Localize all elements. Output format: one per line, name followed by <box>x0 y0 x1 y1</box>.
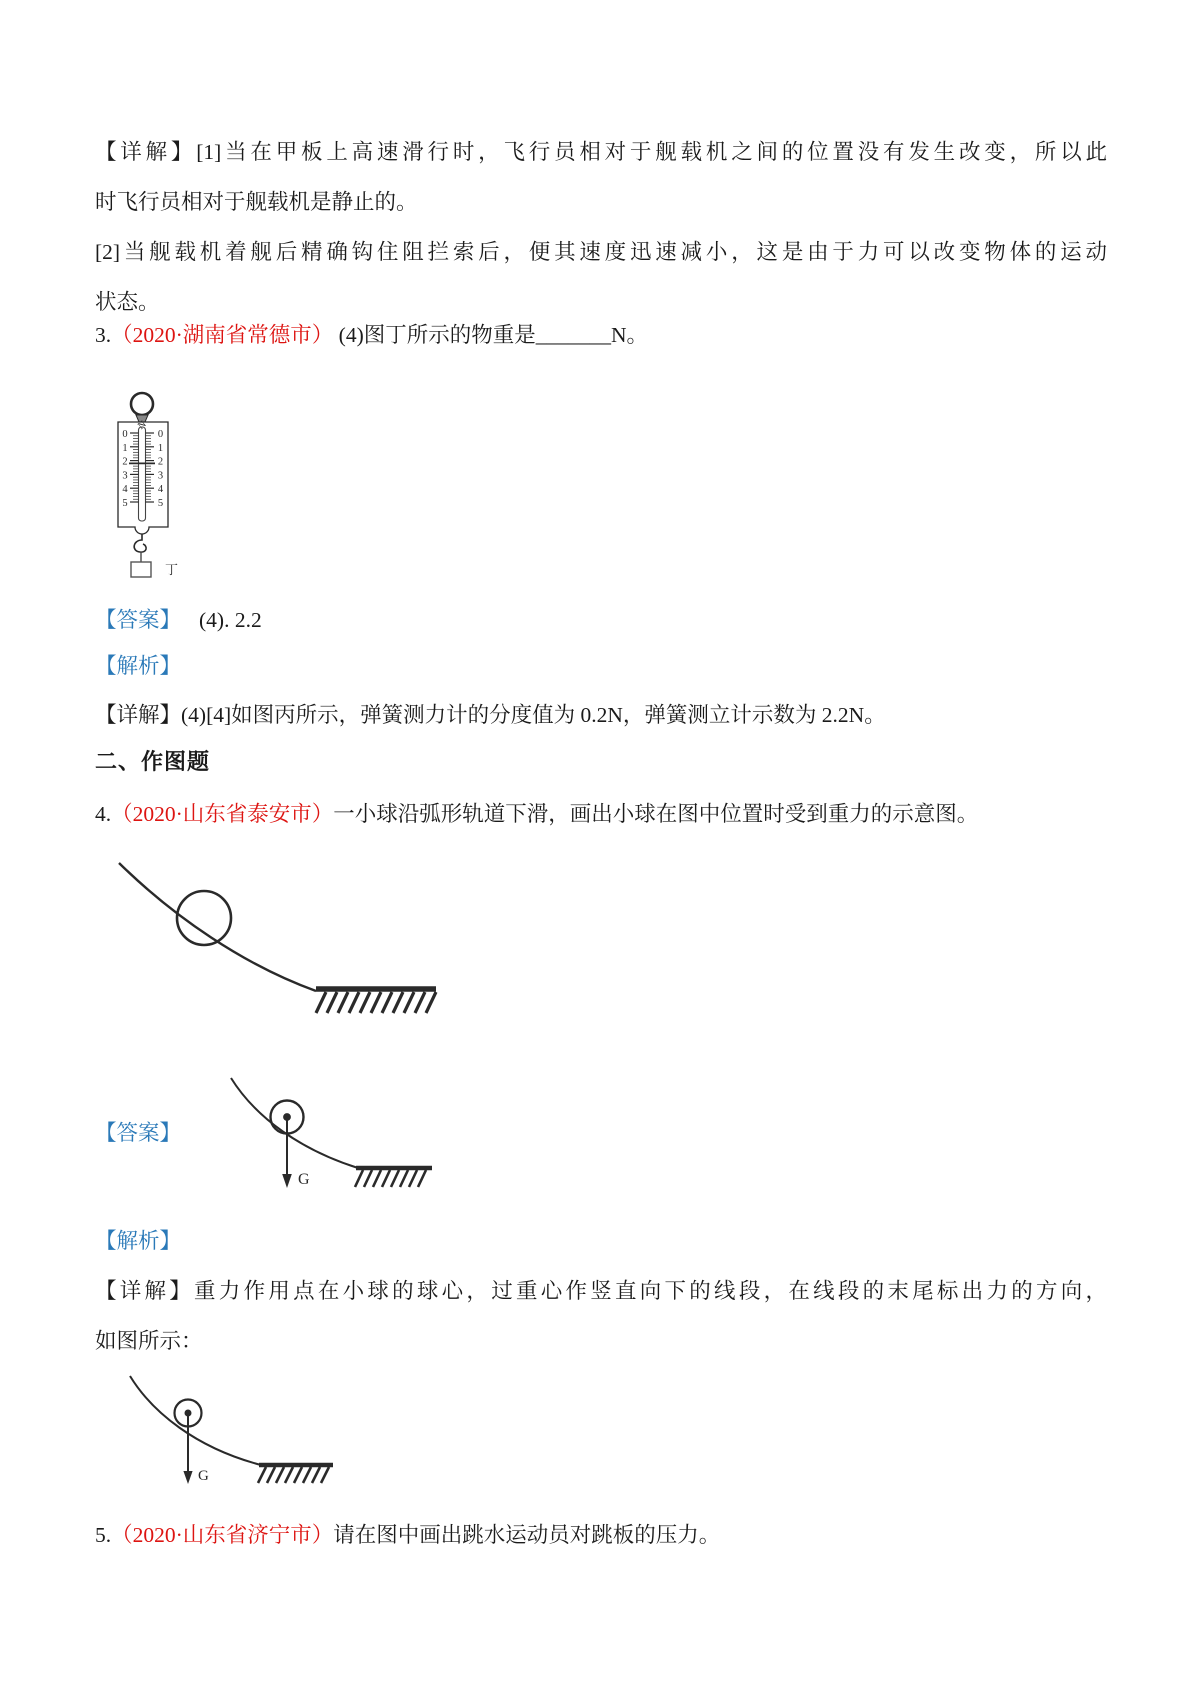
ground-hatching <box>258 1467 329 1483</box>
question-5-source: （2020·山东省济宁市） <box>111 1523 334 1547</box>
detail-4-diagram <box>116 1366 341 1486</box>
scale-number: 0 <box>157 429 164 440</box>
scale-number: 1 <box>157 443 164 454</box>
question-4-text: 一小球沿弧形轨道下滑，画出小球在图中位置时受到重力的示意图。 <box>333 802 979 826</box>
figure-label-ding: 丁 <box>165 562 179 577</box>
hanging-weight <box>131 562 151 577</box>
question-4-source: （2020·山东省泰安市） <box>111 802 334 826</box>
scale-number: 0 <box>122 429 128 440</box>
analysis-3-label: 【解析】 <box>95 654 182 678</box>
answer-label: 【答案】 <box>95 608 182 632</box>
detail2-line: 时飞行员相对于舰载机是静止的。 <box>95 190 418 214</box>
answer-3-line <box>95 605 262 635</box>
question-3 <box>95 320 648 350</box>
detail2-line: 状态。 <box>95 290 160 314</box>
scale-numbers-right <box>158 429 164 509</box>
scale-number: 2 <box>122 456 128 468</box>
question-4-number: 4. <box>95 802 112 826</box>
ball-on-track-figure <box>104 845 444 1020</box>
scale-number: 1 <box>122 443 128 454</box>
scale-hook <box>134 534 146 552</box>
question-3-text: (4)图丁所示的物重是 <box>333 323 536 347</box>
question-5 <box>95 1520 720 1550</box>
question-3-unit: N。 <box>611 323 649 347</box>
question-3-number: 3. <box>95 323 112 347</box>
answer-4-diagram <box>226 1070 438 1194</box>
gravity-arrow-head <box>183 1471 192 1484</box>
question-3-source: （2020·湖南省常德市） <box>111 323 334 347</box>
track-curve <box>130 1376 261 1465</box>
gravity-label: G <box>298 1171 310 1188</box>
scale-number: 4 <box>157 484 164 495</box>
answer-4-label: 【答案】 <box>95 1121 182 1145</box>
analysis-4-label: 【解析】 <box>95 1229 182 1253</box>
scale-number: 4 <box>122 484 128 495</box>
question-3-blank: _______ <box>535 323 611 347</box>
scale-number: 3 <box>122 470 128 482</box>
scale-unit-label: N <box>136 418 149 432</box>
question-5-number: 5. <box>95 1523 112 1547</box>
scale-numbers-left <box>122 429 128 509</box>
question-4 <box>95 799 978 829</box>
ground-hatching <box>316 992 436 1013</box>
scale-ring <box>131 393 153 415</box>
section-header-drawing: 二、作图题 <box>95 749 211 774</box>
scale-number: 3 <box>157 470 164 482</box>
scale-number: 5 <box>157 498 164 509</box>
scale-number: 5 <box>122 498 128 509</box>
scale-number: 2 <box>157 456 164 468</box>
detail-4-line: 如图所示： <box>95 1329 203 1353</box>
scale-spring-column <box>139 427 146 521</box>
spring-scale-figure <box>112 390 188 590</box>
ground-hatching <box>355 1170 426 1187</box>
answer-3-value: (4). 2.2 <box>199 608 262 632</box>
track-curve <box>119 863 316 991</box>
gravity-arrow-head <box>282 1174 292 1188</box>
detail2-line: 【详解】[1]当在甲板上高速滑行时，飞行员相对于舰载机之间的位置没有发生改变，所以此 <box>95 140 1107 164</box>
gravity-label: G <box>198 1468 209 1484</box>
detail-4-line: 【详解】重力作用点在小球的球心，过重心作竖直向下的线段，在线段的末尾标出力的方向， <box>95 1279 1107 1303</box>
detail2-line: [2]当舰载机着舰后精确钩住阻拦索后，便其速度迅速减小，这是由于力可以改变物体的运动 <box>95 240 1107 264</box>
detail-3-line: 【详解】(4)[4]如图丙所示，弹簧测力计的分度值为 0.2N，弹簧测立计示数为 2.2N。 <box>95 703 886 727</box>
question-5-text: 请在图中画出跳水运动员对跳板的压力。 <box>333 1523 721 1547</box>
track-curve <box>231 1078 358 1168</box>
